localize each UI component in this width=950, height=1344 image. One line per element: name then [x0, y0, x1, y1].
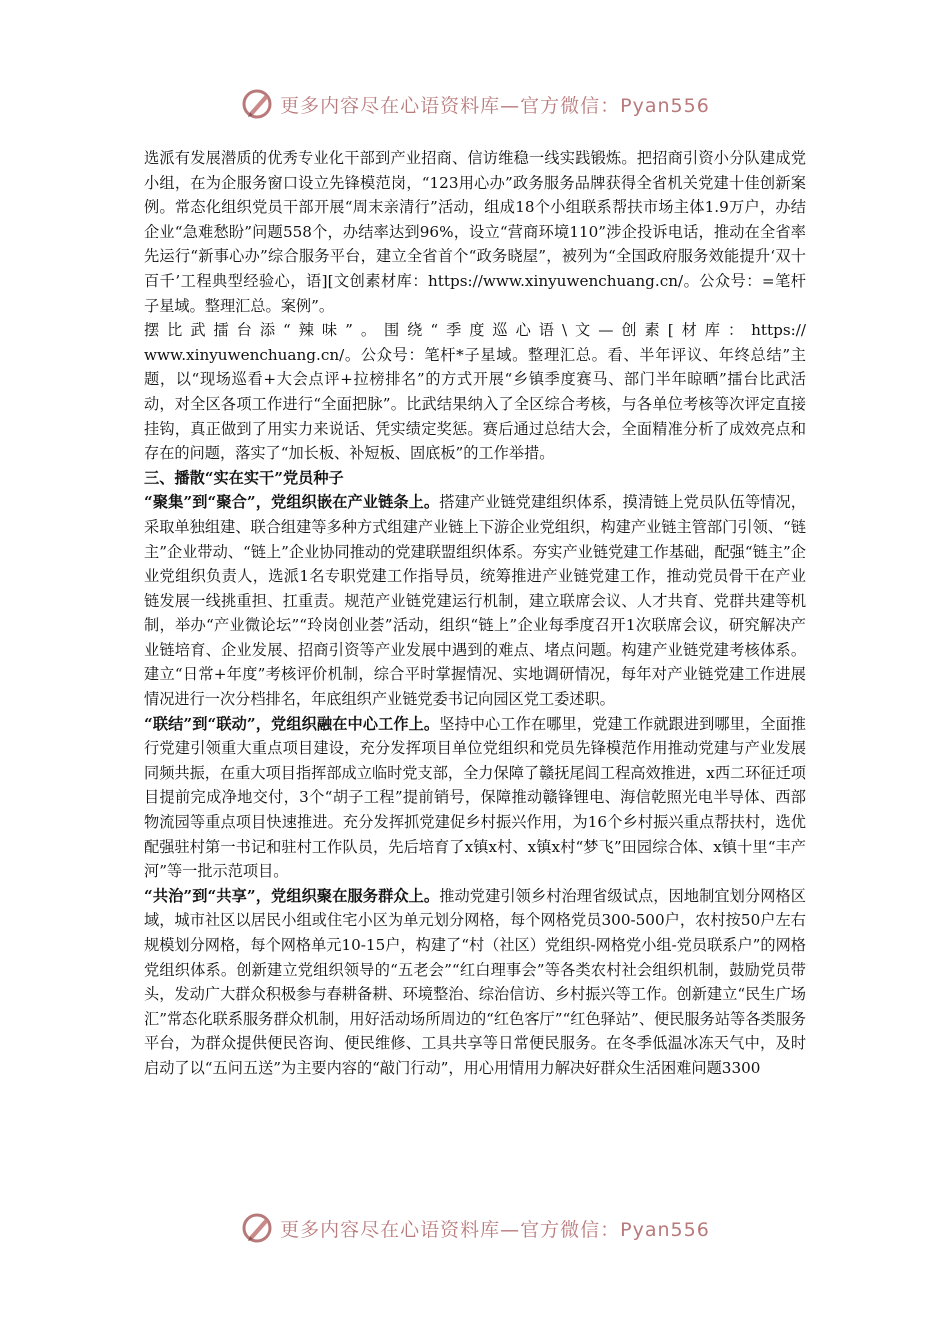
paragraph-arena-line1: 摆比武擂台添“辣味”。围绕“季度巡心语\文—创素[材库：https:// [144, 321, 806, 340]
watermark-text: 更多内容尽在心语资料库—官方微信：Pyan556 [280, 1218, 710, 1241]
body-central-work: 坚持中心工作在哪里，党建工作就跟进到哪里，全面推行党建引领重大重点项目建设，充分发挥项目单位党组织和党员先锋模范作用推动党建与产业发展同频共振，在重大项目指挥部成立临时党支部，全力保障了赣抚尾闾工程高效推进，x西二环征迁项目提前完成净地交付，3个“胡子工程”提前销号，保障推动赣锋锂电、海信乾照光电半导体、西部物流园等重点项目快速推进。充分发挥抓党建促乡村振兴作用，为16个乡村振兴重点帮扶村，选优配强驻村第一书记和驻村工作队员，先后培育了x镇x村、x镇x村“梦飞”田园综合体、x镇十里“丰产河”等一批示范项目。 [144, 714, 806, 881]
paragraph-industry-chain [144, 490, 806, 711]
lead-central-work: “联结”到“联动”，党组织融在中心工作上。 [144, 714, 440, 733]
paragraph-central-work [144, 712, 806, 884]
paragraph-serve-people [144, 884, 806, 1081]
body-serve-people: 推动党建引领乡村治理省级试点，因地制宜划分网格区域，城市社区以居民小组或住宅小区为单元划分网格，每个网格党员300-500户，农村按50户左右规模划分网格，每个网格单元10-15户，构建了“村（社区）党组织-网格党小组-党员联系户”的网格党组织体系。创新建立党组织领导的“五老会”“红白理事会”等各类农村社会组织机制，鼓励党员带头，发动广大群众积极参与春耕备耕、环境整治、综治信访、乡村振兴等工作。创新建立“民生广场汇”常态化联系服务群众机制，用好活动场所周边的“红色客厅”“红色驿站”、便民服务站等各类服务平台，为群众提供便民咨询、便民维修、工具共享等日常便民服务。在冬季低温冰冻天气中，及时启动了以“五问五送”为主要内容的“敲门行动”，用心用情用力解决好群众生活困难问题3300 [144, 886, 806, 1077]
pen-logo-icon [240, 86, 276, 122]
lead-industry-chain: “聚集”到“聚合”，党组织嵌在产业链条上。 [144, 493, 440, 512]
document-body [144, 146, 806, 1081]
lead-serve-people: “共治”到“共享”，党组织聚在服务群众上。 [144, 886, 440, 905]
paragraph-recruitment: 选派有发展潜质的优秀专业化干部到产业招商、信访维稳一线实践锻炼。把招商引资小分队建成党小组，在为企服务窗口设立先锋模范岗，“123用心办”政务服务品牌获得全省机关党建十佳创新案例。常态化组织党员干部开展“周末亲清行”活动，组成18个小组联系帮扶市场主体1.9万户，办结企业“急难愁盼”问题558个，办结率达到96%，设立“营商环境110”涉企投诉电话，推动在全省率先运行“新事心办”综合服务平台，建立全省首个“政务晓屋”，被列为“全国政府服务效能提升‘双十百千’工程典型经验心，语][文创素材库：https://www.xinyuwenchuang.cn/。公众号：=笔杆子星域。整理汇总。案例”。 [144, 149, 806, 315]
watermark-banner-bottom [0, 1208, 950, 1248]
body-industry-chain: 搭建产业链党建组织体系，摸清链上党员队伍等情况，采取单独组建、联合组建等多种方式组建产业链上下游企业党组织，构建产业链主管部门引领、“链主”企业带动、“链上”企业协同推动的党建联盟组织体系。夯实产业链党建工作基础，配强“链主”企业党组织负责人，选派1名专职党建工作指导员，统筹推进产业链党建工作，推动党员骨干在产业链发展一线挑重担、扛重责。规范产业链党建运行机制，建立联席会议、人才共育、党群共建等机制，举办“产业微论坛”“玲岗创业荟”活动，组织“链上”企业每季度召开1次联席会议，研究解决产业链培育、企业发展、招商引资等产业发展中遇到的难点、堵点问题。构建产业链党建考核体系。建立“日常+年度”考核评价机制，综合平时掌握情况、实地调研情况，每年对产业链党建工作进展情况进行一次分档排名，年底组织产业链党委书记向园区党工委述职。 [144, 493, 806, 709]
pen-logo-icon [240, 1210, 276, 1246]
watermark-banner-top [0, 84, 950, 124]
section-heading-3: 三、播散“实在实干”党员种子 [144, 468, 344, 487]
watermark-text: 更多内容尽在心语资料库—官方微信：Pyan556 [280, 94, 710, 117]
paragraph-arena: www.xinyuwenchuang.cn/。公众号：笔杆*子星域。整理汇总。看、半年评议、年终总结”主题，以“现场巡看+大会点评+拉榜排名”的方式开展“乡镇季度赛马、部门半年晾晒”擂台比武活动，对全区各项工作进行“全面把脉”。比武结果纳入了全区综合考核，与各单位考核等次评定直接挂钩，真正做到了用实力来说话、凭实绩定奖惩。赛后通过总结大会，全面精准分析了成效亮点和存在的问题，落实了“加长板、补短板、固底板”的工作举措。 [144, 345, 806, 463]
